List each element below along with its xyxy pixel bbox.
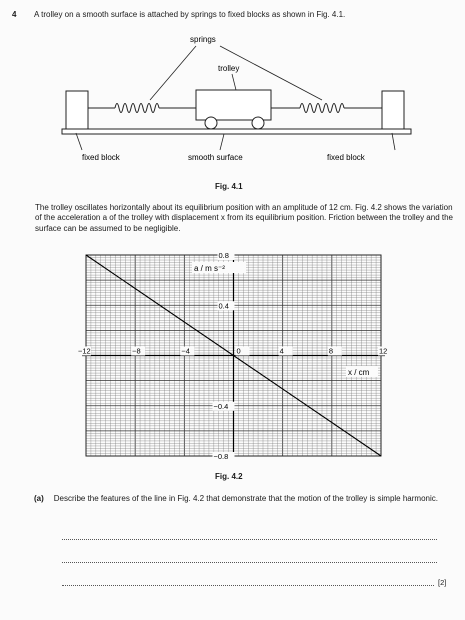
fig41-caption: Fig. 4.1 [215,182,243,191]
label-smooth-surface: smooth surface [188,153,243,162]
question-paragraph: The trolley oscillates horizontally about its equilibrium position with an amplitude of 12 cm. Fig. 4.2 shows the variation of the acceleration a of the trolley with displacement x from its equilibrium position. Friction between the trolley and the surface can be assumed to be negligible. [35,203,453,233]
xtick-label: 8 [328,346,334,356]
part-a-label: (a) [34,494,44,503]
graph-ylabel: a / m s⁻² [194,264,225,273]
answer-line-2[interactable] [62,562,437,563]
fig42-caption: Fig. 4.2 [215,472,243,481]
part-a [34,494,454,504]
ytick-label: −0.4 [213,401,229,411]
graph-xlabel: x / cm [348,368,370,377]
xtick-label: −4 [181,346,190,356]
question-number: 4 [12,10,17,19]
ytick-label: 0.8 [218,251,229,260]
xtick-label: −12 [78,346,91,356]
ytick-label: 0.4 [218,301,229,311]
label-trolley: trolley [218,64,240,73]
question-intro: A trolley on a smooth surface is attached by springs to fixed blocks as shown in Fig. 4.1. [34,10,346,19]
part-a-text: Describe the features of the line in Fig. 4.2 that demonstrate that the motion of the trolley is simple harmonic. [53,494,438,503]
part-a-marks: [2] [438,578,447,587]
label-springs: springs [190,35,216,44]
xtick-label: 4 [279,346,284,356]
xtick-label: 12 [379,346,388,356]
answer-line-1[interactable] [62,539,437,540]
xtick-label: 0 [236,346,241,356]
xtick-label: −8 [132,346,141,356]
answer-line-3[interactable] [62,585,434,586]
label-fixed-block-left: fixed block [82,153,120,162]
label-fixed-block-right: fixed block [327,153,365,162]
ytick-label: −0.8 [213,452,229,461]
